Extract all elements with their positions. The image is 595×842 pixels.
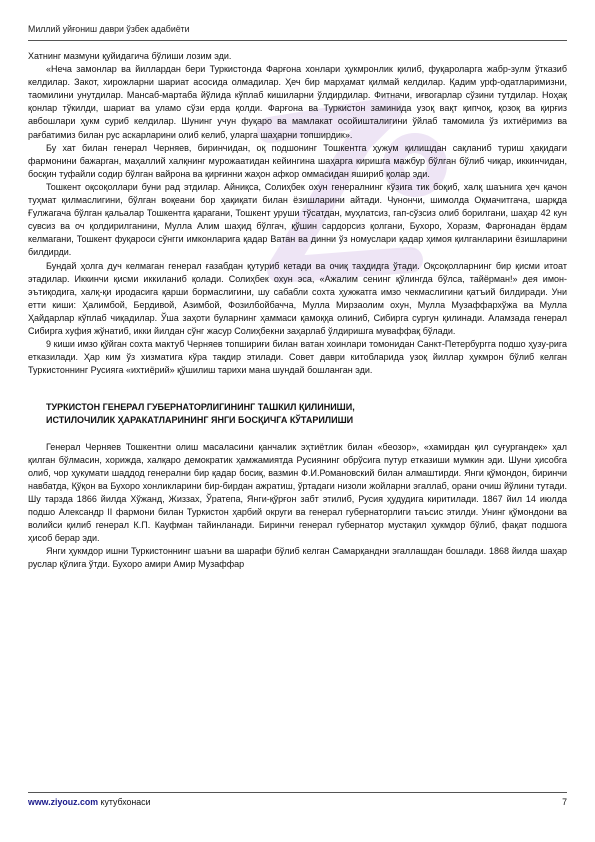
paragraph: Хатнинг мазмуни қуйидагича бўлиши лозим эди.	[28, 51, 232, 61]
footer-site-link[interactable]: www.ziyouz.com	[28, 797, 99, 807]
spacer	[28, 377, 567, 401]
page-number: 7	[562, 797, 567, 807]
section-title-line-2: ИСТИЛОЧИЛИК ҲАРАКАТЛАРИНИНГ ЯНГИ БОСҚИЧГА КЎТАРИЛИШИ	[46, 415, 354, 426]
paragraph: Генерал Черняев Тошкентни олиш масаласини қанчалик эҳтиётлик билан «беозор», «хамирдан қил суғургандек» ҳал қилган бўлмасин, хорижда, халқаро демократик ҳамжамиятда Русиянинг обрўсига путур етказиши мумкин эди. Шуни ҳисобга олиб, чор ҳукумати шаддод генерални бир қадар босиқ, вазмин Ф.И.Романовский билан алмаштирди. Янги қўмондон, биринчи навбатда, Қўқон ва Бухоро хонликларини бир-бирдан ажратиш, ўртадаги низоли жойларни эгаллаб, орани очиш йўлини тутади. Шу тарзда 1866 йилда Хўжанд, Жиззах, Ўратепа, Янги-қўрғон забт этилиб, Русия ҳудудига киритилади. 1867 йил 14 июлда подшо Александр II фармони билан Туркистон ҳарбий округи ва генерал губернаторлиги таъсис этилди. Унинг қўмондони ва волийси қилиб генерал К.П. Кауфман тайинланади. Биринчи генерал губернатор мустақил ҳукмдор бўлиб, фақат подшога ҳисоб берар эди.	[28, 441, 567, 544]
page-footer	[28, 797, 567, 807]
running-header: Миллий уйғониш даври ўзбек адабиёти	[28, 24, 190, 34]
section-title-line-1: ТУРКИСТОН ГЕНЕРАЛ ГУБЕРНАТОРЛИГИНИНГ ТАШКИЛ ҚИЛИНИШИ,	[46, 402, 355, 413]
footer-rule	[28, 792, 567, 793]
footer-site-suffix: кутубхонаси	[98, 797, 151, 807]
paragraph: Бундай ҳолга дуч келмаган генерал ғазабдан қутуриб кетади ва очиқ таҳдидга ўтади. Оқсоқолларнинг бир қисми итоат этадилар. Иккинчи қисми иккиланиб қолади. Солиҳбек охун эса, «Ажалим сенинг қўлингда бўлса, тайёрман!» дея имон-эътиқодига, халқ-қи иродасига қарши бормаслигини, шу сабабли сохта ҳужжатга имзо чекмаслигини қатъий билдиради. Уни етти киши: Ҳалимбой, Бердивой, Азимбой, Фозилбойбачча, Мулла Мирзаолим охун, Мулла Музаффархўжа ва Мулла Ҳайдарлар кўплаб чиқадилар. Ўша заҳоти буларнинг ҳаммаси қамоққа олиниб, Сибирга сургун қилинади. Аламзада генерал Сибирга хуфия жўнатиб, икки йилдан сўнг жасур Солиҳбекни заҳарлаб ўлдиришга муваффақ бўлади.	[28, 260, 567, 336]
paragraph: 9 киши имзо қўйган сохта мактуб Черняев топшириғи билан ватан хоинлари томонидан Санкт-Петербургга подшо ҳузу-рига етказилади. Ҳар ким ўз хизматига кўра тақдир этилади. Совет даври китобларида узоқ йиллар ҳукмрон бўлиб келган Туркистоннинг Русияга «ихтиёрий» қўшилиш тарихи мана шундай бошланган эди.	[28, 339, 567, 376]
paragraph: Бу хат билан генерал Черняев, биринчидан, оқ подшонинг Тошкентга ҳужум қилишдан сақланиб туриш ҳақидаги фармонини бажарган, маҳаллий халқнинг мурожаатидан кейингина шаҳарга киришга мажбур бўлган бўлиб чиқар, иккинчидан, босқин туфайли содир бўлган вайрона ва қирғинни жаҳон афкор оммасидан яшириб қолар эди.	[28, 142, 567, 179]
header-rule	[28, 40, 567, 41]
paragraph: «Неча замонлар ва йиллардан бери Туркистонда Фарғона хонлари ҳукмронлик қилиб, фуқароларга жабр-зулм ўтказиб келдилар. Закот, хирожларни шариат асосида олмадилар. Ҳеч бир марҳамат қилмай келдилар. Қадим урф-одатларимизни, таомилини унутдилар. Мансаб-мартаба йўлида кўплаб кишиларни ўлдирдилар. Фитначи, иғвогарлар сўзини тутдилар. Ноҳақ қонлар тўкилди, шариат ва уламо сўзи ерда қолди. Фарғона ва Туркистон заминида узоқ вақт қипчоқ, қозоқ ва қирғиз авбошлари ҳукм суриб келдилар. Шунинг учун фуқаро ва мамлакат осойишталигини ўйлаб тамомила ўз ихтиёримиз ва рағбатимиз билан рус аскарларини олиб келиб, уларга шаҳарни топширдик».	[28, 64, 567, 140]
spacer	[28, 428, 567, 441]
main-text	[28, 50, 567, 571]
paragraph: Тошкент оқсоқоллари буни рад этдилар. Айниқса, Солиҳбек охун генералнинг кўзига тик боқиб, халқ шаънига ҳеч қачон туҳмат қилмаслигини, бўлган воқеани бор ҳақиқати билан ёзишларини айтади. Чунончи, шимолда Оқмачитгача, шарқда Ғулжагача бўлган қальалар Тошкентга қарагани, Тошкент уруши тўсатдан, муҳлатсиз, гап-сўзсиз олиб борилгани, шаҳар 42 кун сувсиз ва оч қолдирилганини, Мулла Алим шаҳид бўлгач, қўшин сардорсиз қолгани, Бухоро, Хоразм, Фарғонадан ёрдам келмагани, Тошкент фуқароси сўнгги имконларига қадар Ватан ва динни ўз номуслари қадар ҳимоя қилганларини ёзишларини билдирди.	[28, 181, 567, 258]
paragraph: Янги ҳукмдор ишни Туркистоннинг шаъни ва шарафи бўлиб келган Самарқандни эгаллашдан бошлади. 1868 йилда шаҳар руслар қўлига ўтди. Бухоро амири Амир Музаффар	[28, 546, 567, 570]
